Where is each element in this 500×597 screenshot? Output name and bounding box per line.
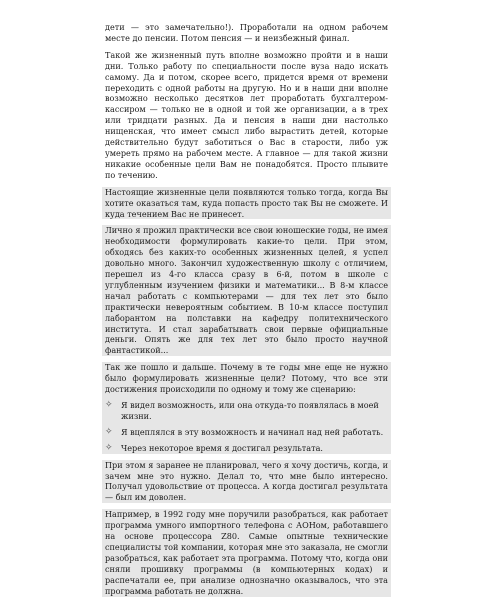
- bullet-text: Я вцеплялся в эту возможность и начинал над ней работать.: [121, 426, 384, 437]
- sparkle-bullet-icon: ✧: [105, 400, 113, 410]
- bullet-text: Через некоторое время я достигал результата.: [121, 442, 323, 453]
- paragraph-4-highlighted: Лично я прожил практически все свои юношеские годы, не имея необходимости формулировать какие-то цели. При этом, обходясь без каких-то особенных жизненных целей, я успел довольно много. Закончил художественную школу с отличием, перешел из 4-го класса сразу в 6-й, потом в школе с углубленным изучением физики и математики... В 8-м классе начал работать с компьютерами — для тех лет это было практически невероятным событием. В 10-м классе поступил лаборантом на полставки на кафедру политехнического института. И стал зарабатывать свои первые официальные деньги. Опять же для тех лет это было просто научной фантастикой...: [102, 225, 391, 356]
- paragraph-6-highlighted: При этом я заранее не планировал, чего я хочу достичь, когда, и зачем мне это нужно. Делал то, что мне было интересно. Получал удовольствие от процесса. А когда достигал результата — был им доволен.: [102, 460, 391, 504]
- sparkle-bullet-icon: ✧: [105, 426, 113, 437]
- paragraph-5-highlighted: Так же пошло и дальше. Почему в те годы мне еще не нужно было формулировать жизненные цели? Потому, что все эти достижения происходили по одному и тому же сценарию:: [102, 362, 391, 395]
- sparkle-bullet-icon: ✧: [105, 442, 113, 453]
- paragraph-2: Такой же жизненный путь вполне возможно пройти и в наши дни. Только работу по специальности после вуза надо искать самому. Да и потом, скорее всего, придется время от времени переходить с одной работы на другую. Но и в наши дни вполне возможно несколько десятков лет проработать бухгалтером-кассиром — только не в одной и той же организации, а в трех или тридцати разных. Да и пенсия в наши дни настолько нищенская, что имеет смысл либо вырастить детей, которые действительно будут заботиться о Вас в старости, либо уж умереть прямо на рабочем месте. А главное — для такой жизни никакие особенные цели Вам не понадобятся. Просто плывите по течению.: [105, 49, 388, 180]
- bullet-item: [102, 427, 391, 438]
- paragraph-7-highlighted: Например, в 1992 году мне поручили разобраться, как работает программа умного импортного телефона с АОНом, работавшего на основе процессора Z80. Самые опытные технические специалисты той компании, которая мне это заказала, не смогли разобраться, как работает эта программа. Потому что, когда они сняли прошивку программы (в компьютерных кодах) и распечатали ее, при анализе однозначно оказывалось, что эта программа работать не должна.: [102, 509, 391, 596]
- bullet-item: [102, 400, 391, 422]
- paragraph-3-highlighted: Настоящие жизненные цели появляются только тогда, когда Вы хотите оказаться там, куда попасть просто так Вы не сможете. И куда течением Вас не принесет.: [102, 187, 391, 220]
- bullet-text: Я видел возможность, или она откуда-то появлялась в моей жизни.: [121, 400, 379, 421]
- paragraph-1: дети — это замечательно!). Проработали на одном рабочем месте до пенсии. Потом пенсия — и неизбежный финал.: [105, 22, 388, 43]
- bullet-item: [102, 443, 391, 454]
